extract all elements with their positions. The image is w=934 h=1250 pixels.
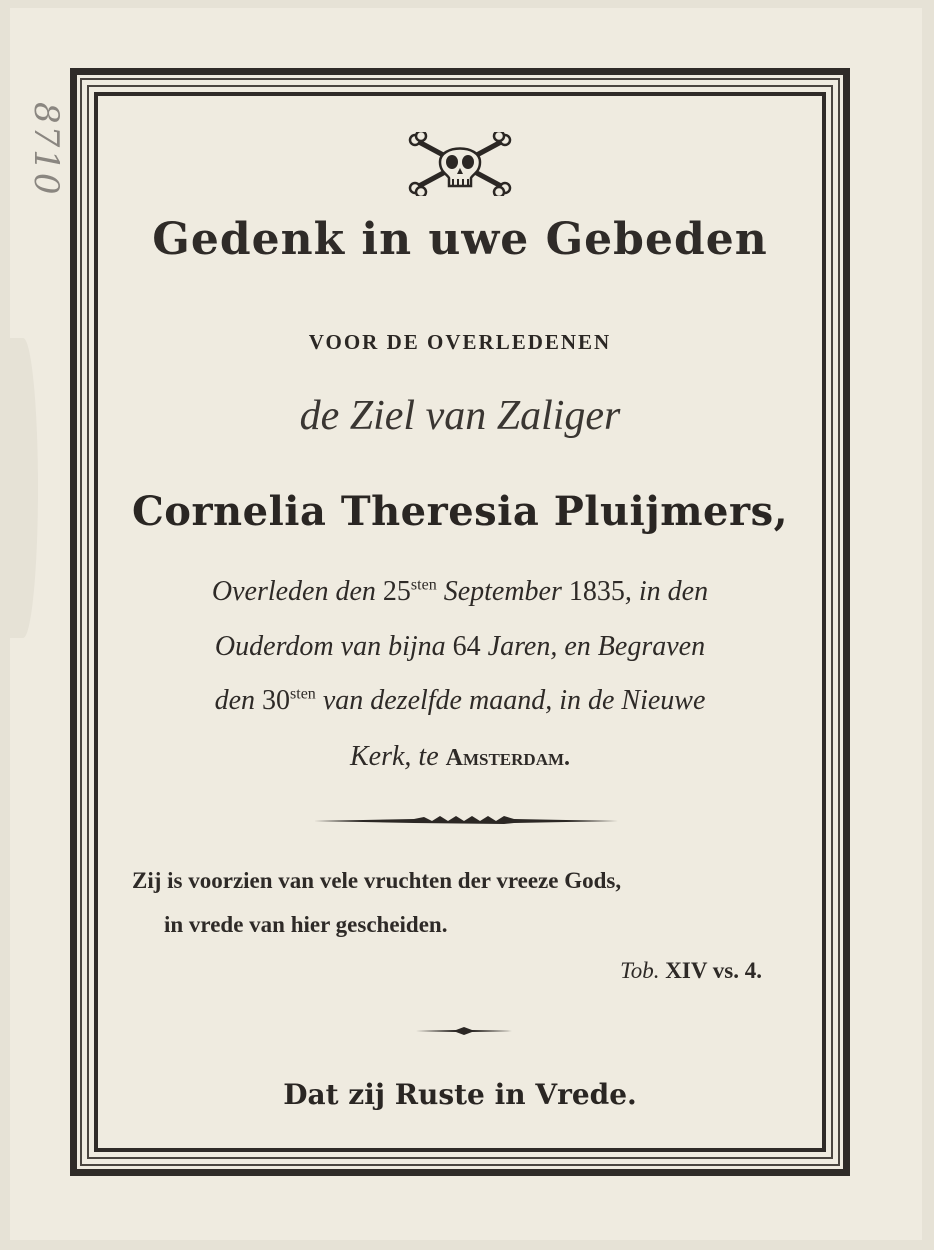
text-dezelfde-maand: van dezelfde maand, in de Nieuwe — [315, 685, 706, 716]
reference-verse: XIV vs. 4. — [659, 958, 762, 983]
soul-line: de Ziel van Zaliger — [299, 393, 621, 439]
text-in-den: , in den — [624, 576, 709, 607]
scripture-quote-line1: Zij is voorzien van vele vruchten der vreeze Gods, — [132, 868, 622, 893]
age-line — [98, 631, 822, 663]
death-day: 25 — [382, 576, 411, 607]
heading-gedenk: Gedenk in uwe Gebeden — [152, 214, 768, 265]
scripture-reference — [620, 958, 762, 984]
scripture-quote-line2: in vrede van hier gescheiden. — [164, 912, 448, 937]
death-date-line — [98, 576, 822, 608]
text-month: September — [436, 576, 569, 607]
text-jaren-begraven: Jaren, en Begraven — [480, 631, 706, 662]
subheading-voor-de-overledenen: VOOR DE OVERLEDENEN — [308, 330, 612, 354]
text-overleden: Overleden den — [211, 576, 383, 607]
city-name: Amsterdam. — [445, 745, 571, 771]
age-value: 64 — [452, 631, 481, 662]
ornamental-rule — [314, 814, 618, 828]
death-year: 1835 — [568, 576, 625, 607]
text-kerk: Kerk, te — [349, 741, 446, 772]
ordinal-suffix: sten — [290, 685, 316, 703]
closing-rest-in-peace: Dat zij Ruste in Vrede. — [283, 1078, 637, 1111]
ordinal-suffix: sten — [410, 576, 437, 594]
skull-crossbones-icon — [405, 132, 515, 196]
burial-date-line — [98, 685, 822, 717]
deceased-name: Cornelia Theresia Pluijmers, — [131, 488, 789, 535]
burial-day: 30 — [262, 685, 291, 716]
burial-place-line — [98, 741, 822, 773]
text-den: den — [214, 685, 263, 716]
pencil-inventory-number: 8710 — [26, 102, 66, 197]
small-ornamental-rule — [416, 1026, 512, 1036]
text-ouderdom: Ouderdom van bijna — [214, 631, 453, 662]
paper-notch — [8, 338, 38, 638]
reference-book: Tob. — [620, 958, 660, 983]
card-content — [98, 96, 822, 1148]
